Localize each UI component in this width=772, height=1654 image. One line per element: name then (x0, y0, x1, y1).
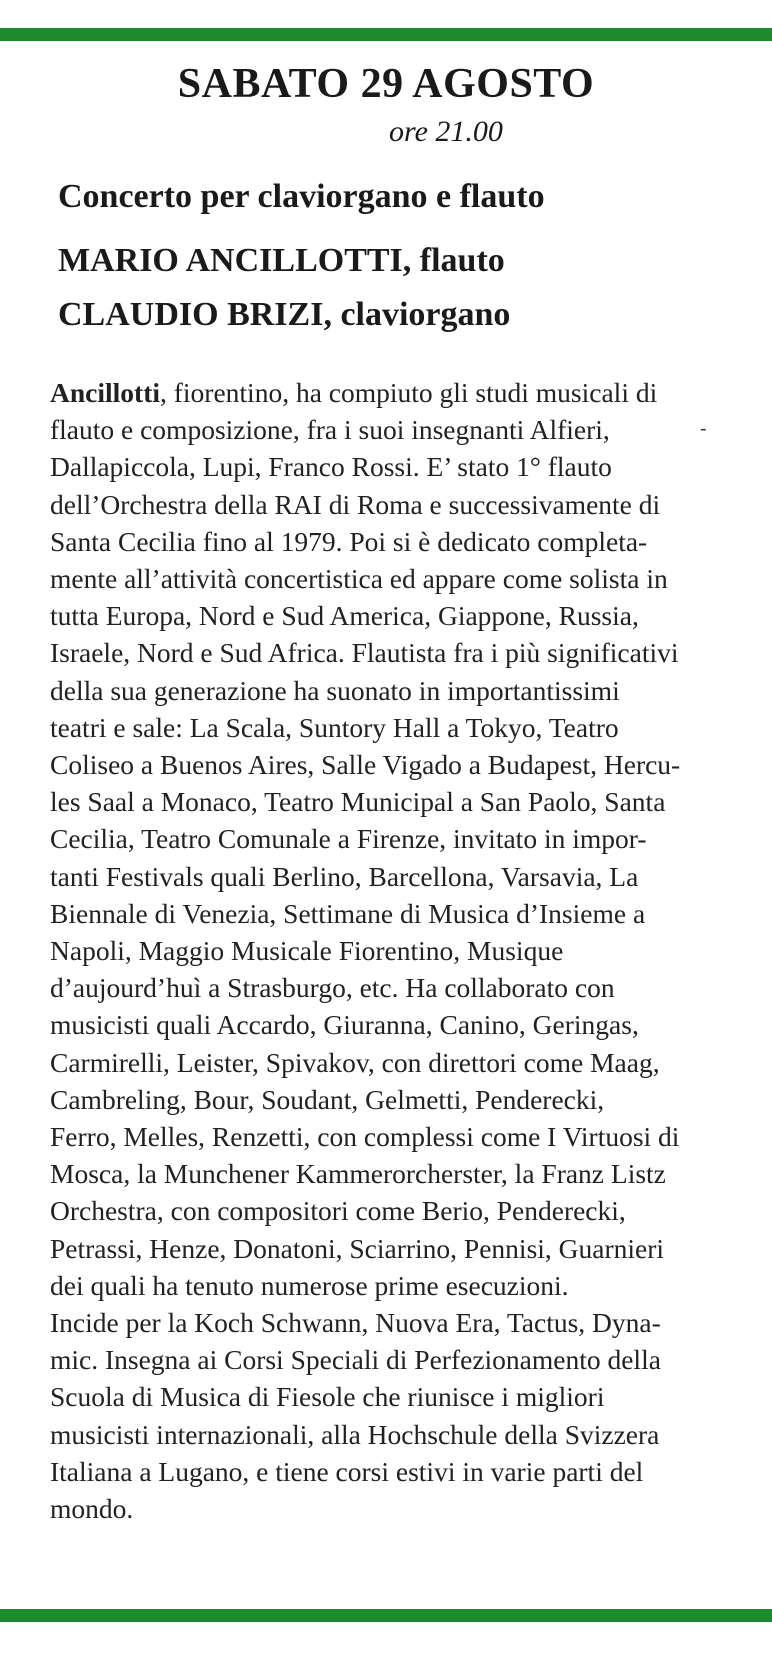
top-green-rule (0, 28, 772, 41)
bottom-green-rule (0, 1609, 772, 1622)
bio-line: Dallapiccola, Lupi, Franco Rossi. E’ stato 1° flauto (50, 451, 612, 483)
bio-line: Scuola di Musica di Fiesole che riunisce i migliori (50, 1381, 605, 1413)
bio-line: Cambreling, Bour, Soudant, Gelmetti, Penderecki, (50, 1083, 605, 1115)
bio-line: teatri e sale: La Scala, Suntory Hall a Tokyo, Teatro (50, 711, 619, 743)
bio-line: mente all’attività concertistica ed appare come solista in (50, 563, 668, 595)
bio-line: Mosca, la Munchener Kammerorcherster, la Franz Listz (50, 1158, 666, 1190)
performer-claviorgan: CLAUDIO BRIZI, claviorgano (58, 296, 511, 333)
bio-line-text: , fiorentino, ha compiuto gli studi musicali di (160, 377, 658, 408)
concert-title: Concerto per claviorgano e flauto (58, 178, 545, 215)
bio-line: Biennale di Venezia, Settimane di Musica d’Insieme a (50, 897, 646, 929)
bio-line: mic. Insegna ai Corsi Speciali di Perfezionamento della (50, 1344, 661, 1376)
bio-line (50, 374, 746, 411)
bio-line: musicisti internazionali, alla Hochschule della Svizzera (50, 1418, 660, 1450)
biography-text (50, 374, 746, 1527)
event-date: SABATO 29 AGOSTO (177, 61, 595, 107)
bio-line: Ferro, Melles, Renzetti, con complessi come I Virtuosi di (50, 1121, 680, 1153)
bio-line: tutta Europa, Nord e Sud America, Giappone, Russia, (50, 600, 639, 632)
bio-line: les Saal a Monaco, Teatro Municipal a San Paolo, Santa (50, 786, 666, 818)
bio-line: d’aujourd’huì a Strasburgo, etc. Ha collaborato con (50, 972, 615, 1004)
bio-line: Israele, Nord e Sud Africa. Flautista fra i più significativi (50, 637, 679, 669)
bio-line: mondo. (50, 1493, 134, 1525)
bio-line: Carmirelli, Leister, Spivakov, con direttori come Maag, (50, 1046, 660, 1078)
bio-line: Petrassi, Henze, Donatoni, Sciarrino, Pennisi, Guarnieri (50, 1232, 665, 1264)
bio-line: Napoli, Maggio Musicale Fiorentino, Musique (50, 935, 564, 967)
bio-line: Cecilia, Teatro Comunale a Firenze, invitato in impor- (50, 823, 647, 855)
bio-line: tanti Festivals quali Berlino, Barcellona, Varsavia, La (50, 860, 639, 892)
event-time: ore 21.00 (389, 115, 503, 148)
bio-lead-name: Ancillotti (50, 377, 160, 408)
bio-line: dei quali ha tenuto numerose prime esecuzioni. (50, 1269, 569, 1301)
bio-line: Coliseo a Buenos Aires, Salle Vigado a Budapest, Hercu- (50, 749, 681, 781)
bio-line: Incide per la Koch Schwann, Nuova Era, Tactus, Dyna- (50, 1307, 661, 1339)
bio-line: Orchestra, con compositori come Berio, Penderecki, (50, 1195, 626, 1227)
bio-line: Italiana a Lugano, e tiene corsi estivi in varie parti del (50, 1455, 644, 1487)
bio-line: dell’Orchestra della RAI di Roma e successivamente di (50, 488, 661, 520)
bio-line: flauto e composizione, fra i suoi insegnanti Alfieri, (50, 414, 610, 446)
margin-mark: - (700, 418, 707, 440)
bio-line: della sua generazione ha suonato in importantissimi (50, 674, 620, 706)
performer-flute: MARIO ANCILLOTTI, flauto (58, 242, 505, 279)
bio-line: musicisti quali Accardo, Giuranna, Canino, Geringas, (50, 1009, 639, 1041)
bio-line: Santa Cecilia fino al 1979. Poi si è dedicato completa- (50, 525, 648, 557)
